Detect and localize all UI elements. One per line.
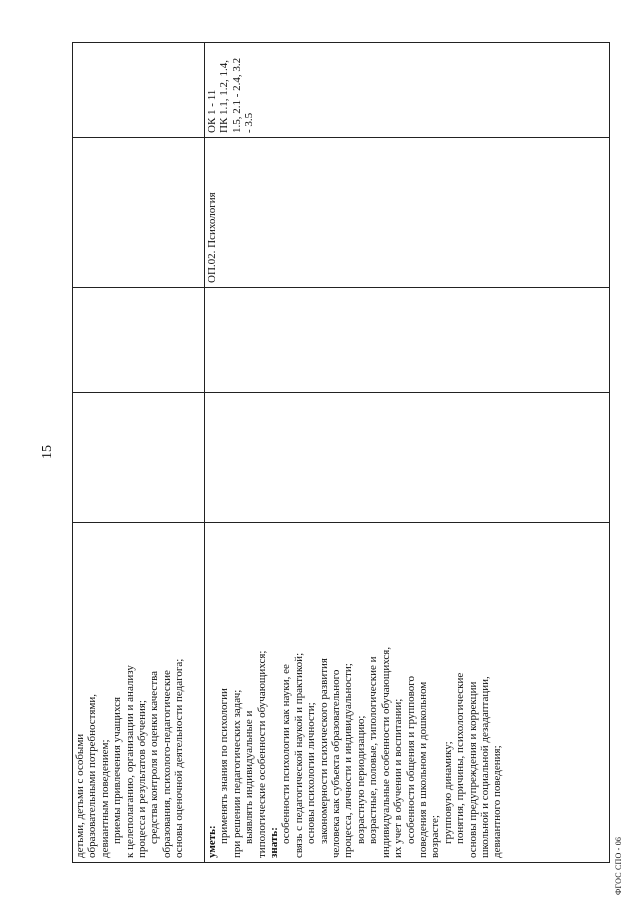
competency-table	[72, 42, 610, 863]
text-line: к целеполаганию, организации и анализу	[123, 665, 136, 858]
umet-label: уметь:	[206, 825, 218, 858]
text-line: девиантным поведением;	[98, 739, 111, 858]
text-line: возрасте;	[429, 815, 442, 858]
requirements-cell	[73, 523, 205, 863]
umet-list	[218, 527, 268, 858]
text-line: основы предупреждения и коррекции	[466, 681, 479, 858]
text-line: закономерности психического развития	[317, 658, 330, 844]
znat-list	[280, 527, 503, 858]
competence-line: - 3.5	[243, 112, 256, 133]
discipline-name: ОП.02. Психология	[206, 192, 218, 283]
text-line: образовательными потребностями,	[86, 693, 99, 858]
text-line: применять знания по психологии	[218, 688, 231, 844]
text-line: при решении педагогических задач;	[230, 689, 243, 858]
competence-line: ПК 1.1, 1.2, 1.4,	[218, 59, 231, 133]
competence-line: 1.5, 2.1 - 2.4, 3.2	[230, 57, 243, 133]
table-row	[73, 43, 205, 863]
text-line: образования, психолого-педагогические	[160, 670, 173, 858]
text-line: групповую динамику;	[441, 741, 454, 844]
text-line: типологические особенности обучающихся;	[255, 650, 268, 858]
text-line: возрастную периодизацию;	[354, 715, 367, 844]
text-line: индивидуальные особенности обучающихся,	[379, 646, 392, 858]
text-line: процесса, личности и индивидуальности;	[342, 663, 355, 858]
text-line: особенности общения и группового	[404, 675, 417, 844]
text-line: особенности психологии как науки, ее	[280, 664, 293, 844]
empty-cell	[73, 288, 205, 393]
competence-codes	[206, 47, 256, 133]
text-line: понятия, причины, психологические	[454, 672, 467, 844]
empty-cell	[205, 393, 610, 523]
empty-cell	[73, 138, 205, 288]
text-line: возрастные, половые, типологические и	[367, 656, 380, 844]
empty-cell	[73, 43, 205, 138]
text-line: приемы привлечения учащихся	[111, 696, 124, 844]
text-line: средства контроля и оценки качества	[148, 670, 161, 844]
discipline-cell	[205, 138, 610, 288]
competence-cell	[205, 43, 610, 138]
competence-line: ОК 1 - 11	[206, 89, 218, 133]
empty-cell	[205, 288, 610, 393]
text-line: детьми, детьми с особыми	[74, 733, 86, 858]
table-row	[205, 43, 610, 863]
text-line: человека как субъекта образовательного	[330, 669, 343, 858]
text-line: основы психологии личности;	[305, 702, 318, 844]
znat-label: знать:	[268, 827, 281, 858]
text-line: связь с педагогической наукой и практикой;	[292, 652, 305, 858]
empty-cell	[73, 393, 205, 523]
text-line: их учет в обучении и воспитании;	[392, 698, 405, 858]
page-number: 15	[40, 445, 55, 459]
text-line: выявлять индивидуальные и	[243, 710, 256, 844]
text-line: процесса и результатов обучения;	[136, 700, 149, 858]
text-line: девиантного поведения;	[491, 745, 504, 858]
requirements-text	[74, 527, 186, 858]
skills-knowledge-cell	[205, 523, 610, 863]
text-line: поведения в школьном и дошкольном	[416, 681, 429, 858]
footer-text: ФГОС СПО - 06	[614, 836, 623, 895]
text-line: основы оценочной деятельности педагога;	[173, 658, 186, 858]
text-line: школьной и социальной дезадаптации,	[478, 676, 491, 858]
